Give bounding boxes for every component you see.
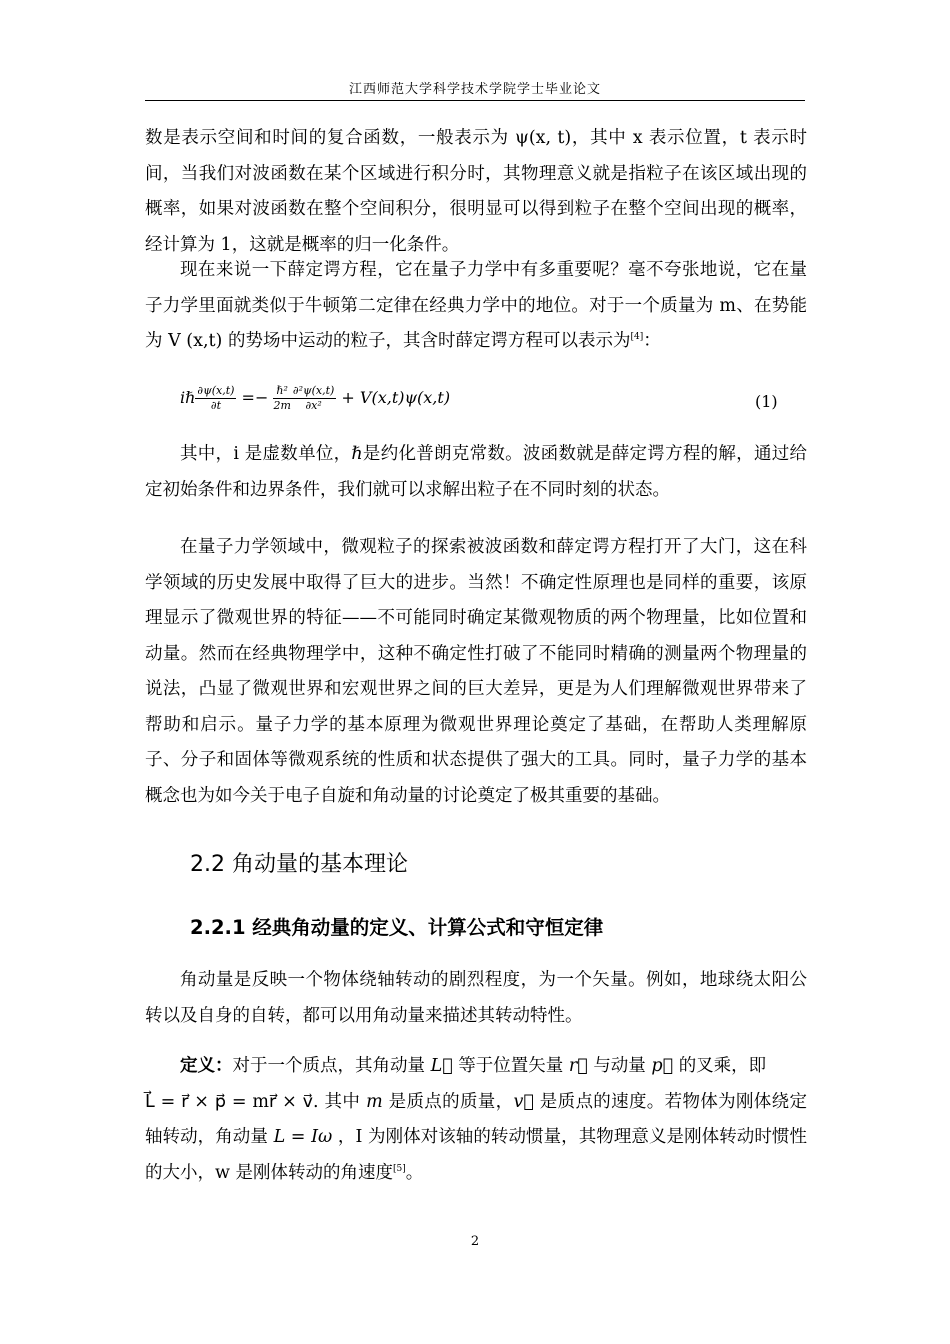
vector-L: L⃗	[430, 1056, 453, 1076]
definition-text: 的叉乘，即	[678, 1056, 767, 1076]
formula-L-I-omega: L = Iω	[273, 1127, 333, 1147]
paragraph-uncertainty: 在量子力学领域中，微观粒子的探索被波函数和薛定谔方程打开了大门，这在科学领域的历史发展中取得了巨大的进步。当然！不确定性原理也是同样的重要，该原理显示了微观世界的特征——不可能同时确定某微观物质的两个物理量，比如位置和动量。然而在经典物理学中，这种不确定性打破了不能同时精确的测量两个物理量的说法，凸显了微观世界和宏观世界之间的巨大差异，更是为人们理解微观世界带来了帮助和启示。量子力学的基本原理为微观世界理论奠定了基础，在帮助人类理解原子、分子和固体等微观系统的性质和状态提供了强大的工具。同时，量子力学的基本概念也为如今关于电子自旋和角动量的讨论奠定了极其重要的基础。	[145, 537, 807, 806]
eq-num: ∂ψ(x,t)	[197, 384, 235, 397]
running-header: 江西师范大学科学技术学院学士毕业论文	[348, 82, 601, 97]
definition-text: 等于位置矢量	[458, 1056, 564, 1076]
equation-number: (1)	[755, 392, 778, 411]
page-number: 2	[470, 1234, 480, 1249]
paragraph-schrodinger-intro	[145, 253, 807, 360]
definition-text: . 其中	[313, 1091, 361, 1112]
eq-fraction-coef	[273, 384, 290, 413]
section-heading: 2.2 角动量的基本理论	[190, 852, 408, 877]
citation-ref: [5]	[393, 1163, 406, 1174]
paragraph-text-end: ：	[643, 331, 661, 351]
paragraph-definition	[145, 1049, 807, 1191]
eq-num: ℏ²	[273, 384, 290, 399]
paragraph-wavefunction: 数是表示空间和时间的复合函数，一般表示为 ψ(x, t)，其中 x 表示位置，t 表示时间，当我们对波函数在某个区域进行积分时，其物理意义就是指粒子在该区域出现的概率，如果对波函数在整个空间积分，很明显可以得到粒子在整个空间出现的概率，经计算为 1，这就是概率的归一化条件。	[145, 128, 807, 255]
paragraph-hbar: 其中，i 是虚数单位，ℏ是约化普朗克常数。波函数就是薛定谔方程的解，通过给定初始条件和边界条件，我们就可以求解出粒子在不同时刻的状态。	[145, 444, 807, 500]
eq-fraction-deriv	[291, 384, 336, 413]
eq-den: ∂t	[210, 399, 221, 412]
definition-label: 定义：	[180, 1056, 233, 1076]
citation-ref: [4]	[630, 332, 644, 343]
definition-text: ，I 为刚体对该轴的转动惯量，其物理意义是刚体转动时惯性的大小，w 是刚体转动的角速度	[145, 1127, 807, 1183]
definition-end: 。	[405, 1162, 424, 1183]
definition-text: 是质点的质量，	[388, 1091, 514, 1112]
eq-rhs-tail: + V(x,t)ψ(x,t)	[341, 388, 451, 407]
header-rule	[145, 100, 805, 101]
paragraph-angular-momentum: 角动量是反映一个物体绕轴转动的剧烈程度，为一个矢量。例如，地球绕太阳公转以及自身的自转，都可以用角动量来描述其转动特性。	[145, 970, 807, 1026]
eq-lhs-prefix: iℏ	[180, 388, 196, 407]
paragraph-text: 现在来说一下薛定谔方程，它在量子力学中有多重要呢？毫不夸张地说，它在量子力学里面就类似于牛顿第二定律在经典力学中的地位。对于一个质量为 m、在势能为 V (x,t) 的势场中运动的粒子，其含时薛定谔方程可以表示为	[145, 260, 807, 351]
schrodinger-equation	[180, 384, 780, 424]
definition-text: 对于一个质点，其角动量	[232, 1056, 425, 1076]
eq-equals: =−	[241, 388, 269, 407]
vector-r: r⃗	[568, 1056, 588, 1076]
eq-num: ∂²ψ(x,t)	[292, 384, 335, 397]
definition-text: 是质点的速度。若物体为刚体绕定轴转动，角动量	[145, 1091, 807, 1147]
eq-fraction-lhs	[195, 384, 236, 413]
definition-text: 与动量	[593, 1056, 646, 1076]
eq-den: ∂x²	[305, 399, 322, 412]
mass-symbol: m	[366, 1091, 383, 1112]
subsection-heading: 2.2.1 经典角动量的定义、计算公式和守恒定律	[190, 916, 604, 939]
vector-v: v⃗	[513, 1091, 534, 1112]
vector-p: p⃗	[651, 1056, 674, 1076]
cross-product-formula: L⃗ = r⃗ × p⃗ = mr⃗ × v⃗	[145, 1091, 314, 1112]
eq-den: 2m	[273, 399, 291, 412]
